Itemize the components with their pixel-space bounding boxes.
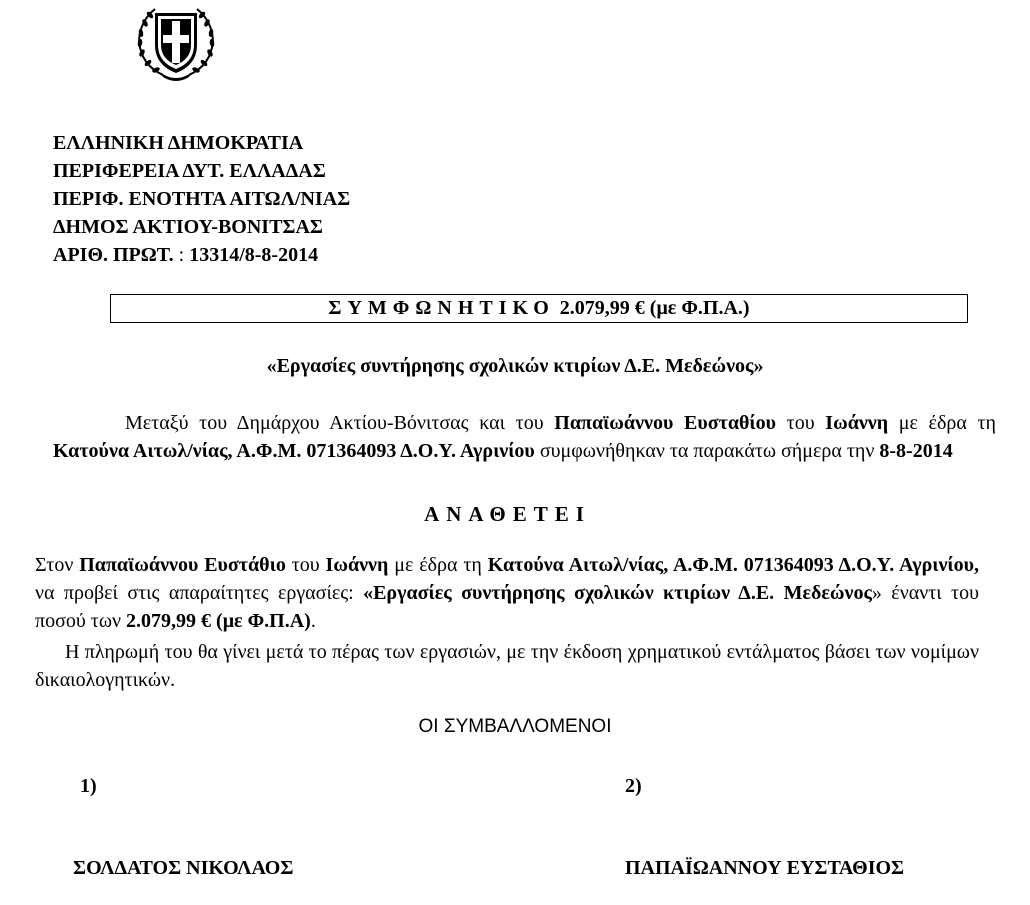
para1-address-tax: Κατούνα Αιτωλ/νίας, Α.Φ.Μ. 071364093 Δ.Ο.Υ. Αγρινίου [53,440,535,462]
para1-date: 8-8-2014 [879,440,953,462]
para1-text-3: με έδρα τη [888,412,996,434]
contract-title: ΣΥΜΦΩΝΗΤΙΚΟ [328,297,555,319]
protocol-label: ΑΡΙΘ. ΠΡΩΤ. [53,244,174,266]
payment-text: Η πληρωμή του θα γίνει μετά το πέρας των εργασιών, με την έκδοση χρηματικού εντάλματος βάσει των νομίμων δικαιολογητικών. [35,641,979,691]
para2-contractor-name: Παπαϊωάννου Ευστάθιο [79,554,286,576]
para2-text-3: με έδρα τη [388,554,488,576]
para2-amount: 2.079,99 € (με Φ.Π.Α) [126,610,311,632]
para2-text-6: . [310,610,316,632]
para1-text-1: Μεταξύ του Δημάρχου Ακτίου-Βόνιτσας και του [125,412,555,434]
protocol-separator: : [173,244,190,266]
paragraph-parties [53,409,996,465]
contract-amount: 2.079,99 € (με Φ.Π.Α.) [554,297,750,319]
assigns-heading: ΑΝΑΘΕΤΕΙ [424,502,591,526]
parties-heading: ΟΙ ΣΥΜΒΑΛΛΟΜΕΝΟΙ [418,716,612,737]
header-region: ΠΕΡΙΦΕΡΕΙΑ ΔΥΤ. ΕΛΛΑΔΑΣ [53,160,326,182]
party2-number: 2) [625,775,642,797]
para2-text-4: να προβεί στις απαραίτητες εργασίες: [35,582,364,604]
greek-coat-of-arms-emblem [133,3,219,81]
para2-father-name: Ιωάννη [325,554,389,576]
para2-address-tax: Κατούνα Αιτωλ/νίας, Α.Φ.Μ. 071364093 Δ.Ο.Υ. Αγρινίου, [487,554,979,576]
header-protocol [53,241,318,269]
contract-title-box [110,294,968,323]
para2-text-1: Στον [35,554,80,576]
para2-text-2: του [285,554,326,576]
para1-father-name: Ιωάννη [825,412,889,434]
para2-text-5: » έναντι του ποσού των [35,582,979,632]
party2-name: ΠΑΠΑΪΩΑΝΝΟΥ ΕΥΣΤΑΘΙΟΣ [625,857,905,879]
paragraph-payment [35,638,979,694]
header-country: ΕΛΛΗΝΙΚΗ ΔΗΜΟΚΡΑΤΙΑ [53,132,304,154]
paragraph-assignment [35,551,979,635]
para2-works-title: «Εργασίες συντήρησης σχολικών κτιρίων Δ.Ε. Μεδεώνος [363,582,872,604]
header-regional-unit: ΠΕΡΙΦ. ΕΝΟΤΗΤΑ ΑΙΤΩΛ/ΝΙΑΣ [53,188,351,210]
protocol-value: 13314/8-8-2014 [189,244,319,266]
para1-text-4: συμφωνήθηκαν τα παρακάτω σήμερα την [534,440,880,462]
para1-contractor-name: Παπαϊωάννου Ευσταθίου [554,412,777,434]
para1-text-2: του [776,412,826,434]
contract-subject: «Εργασίες συντήρησης σχολικών κτιρίων Δ.Ε. Μεδεώνος» [266,355,764,377]
party1-number: 1) [80,775,97,797]
party1-name: ΣΟΛΔΑΤΟΣ ΝΙΚΟΛΑΟΣ [73,857,294,879]
faint-watermark [962,12,1020,42]
header-municipality: ΔΗΜΟΣ ΑΚΤΙΟΥ-ΒΟΝΙΤΣΑΣ [53,216,324,238]
